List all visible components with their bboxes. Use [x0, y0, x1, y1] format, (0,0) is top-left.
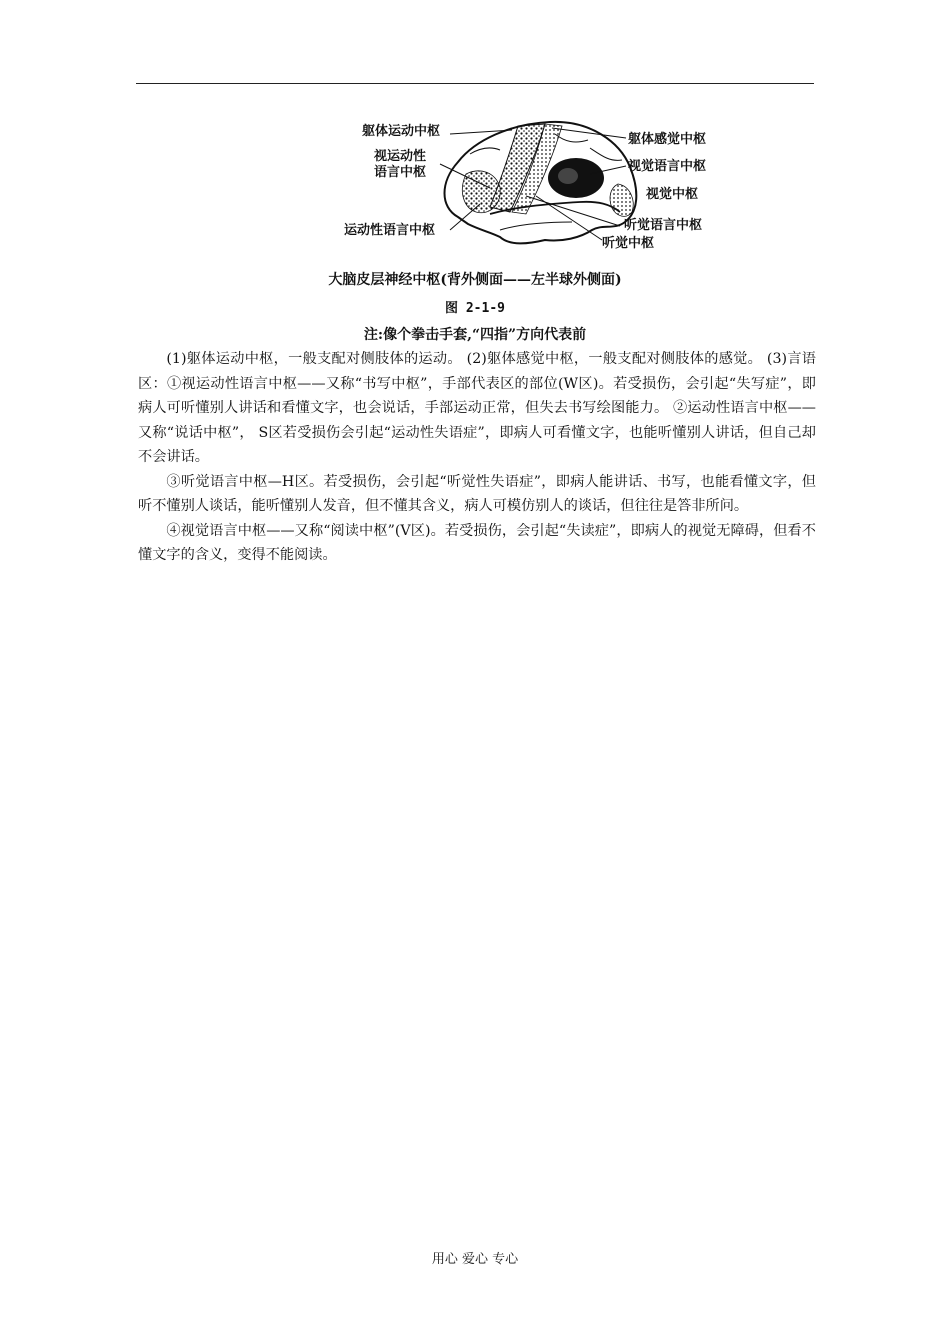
label-visual-center: 视觉中枢 — [646, 187, 699, 202]
body-text — [138, 347, 816, 568]
page-footer: 用心 爱心 专心 — [431, 1252, 519, 1267]
label-motor-center: 躯体运动中枢 — [362, 124, 441, 139]
label-sensory-center: 躯体感觉中枢 — [628, 132, 707, 147]
label-motor-speech: 运动性语言中枢 — [344, 223, 436, 238]
figure-title: 大脑皮层神经中枢(背外侧面——左半球外侧面) — [328, 272, 622, 288]
visual-language-inner — [558, 168, 578, 184]
paragraph-1: (1)躯体运动中枢，一般支配对侧肢体的运动。 (2)躯体感觉中枢，一般支配对侧肢体的感觉。 (3)言语区：①视运动性语言中枢——又称“书写中枢”，手部代表区的部位(W区)。若受损伤，会引起“失写症”，即病人可听懂别人讲话和看懂文字，也会说话，手部运动正常，但失去书写绘图能力。 ②运动性语言中枢——又称“说话中枢”， S区若受损伤会引起“运动性失语症”，即病人可看懂文字，也能听懂别人讲话，但自己却不会讲话。 — [138, 351, 816, 465]
label-auditory-language: 听觉语言中枢 — [624, 218, 703, 233]
label-visual-language: 视觉语言中枢 — [628, 159, 707, 174]
paragraph-3: ④视觉语言中枢——又称“阅读中枢”(V区)。若受损伤，会引起“失读症”，即病人的视觉无障碍，但看不懂文字的含义，变得不能阅读。 — [138, 522, 816, 563]
label-auditory-center: 听觉中枢 — [602, 236, 655, 251]
figure-note: 注:像个拳击手套,“四指”方向代表前 — [363, 327, 587, 343]
label-visual-motor-language-2: 语言中枢 — [374, 165, 427, 180]
paragraph-2: ③听觉语言中枢—H区。若受损伤，会引起“听觉性失语症”，即病人能讲话、书写，也能看懂文字，但听不懂别人谈话，能听懂别人发音，但不懂其含义，病人可模仿别人的谈话，但往往是答非所问。 — [138, 473, 816, 514]
header-rule — [136, 83, 814, 84]
brain-diagram — [340, 112, 730, 260]
label-visual-motor-language-1: 视运动性 — [374, 149, 427, 164]
figure-number: 图 2-1-9 — [445, 301, 505, 316]
